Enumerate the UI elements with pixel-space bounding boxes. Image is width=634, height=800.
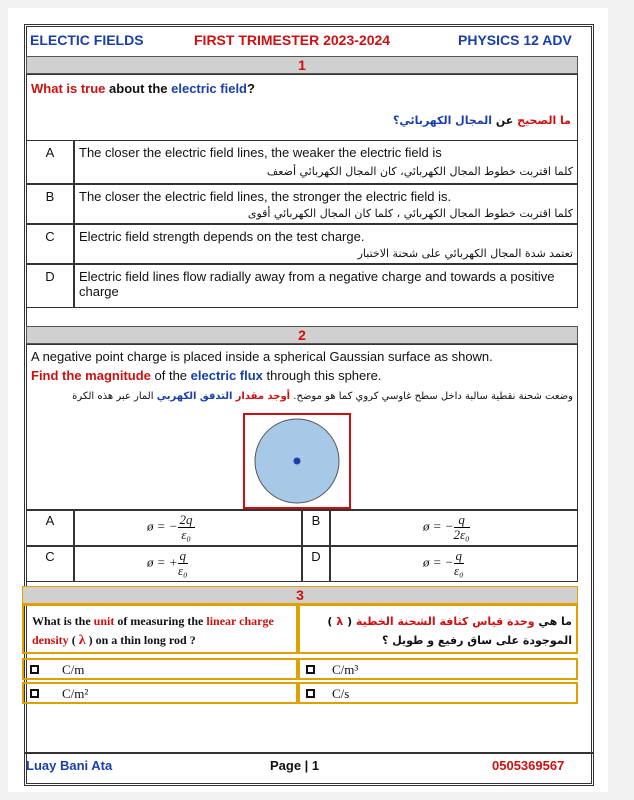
question-2-line2 <box>31 368 381 383</box>
text: ) on a thin long rod ? <box>85 633 196 647</box>
formula-den: ε₀ <box>181 527 191 542</box>
question-2-options <box>26 510 578 582</box>
option-letter: B <box>45 189 55 204</box>
stem-ar-field: المجال الكهربائي؟ <box>393 114 493 127</box>
formula-den: 2ε₀ <box>453 527 470 542</box>
formula-lhs: ø = − <box>147 518 178 534</box>
question-1-options <box>26 140 578 308</box>
option-label-d <box>302 546 330 582</box>
question-3-en-text <box>32 612 294 650</box>
option-text: C/m³ <box>332 662 359 677</box>
option-c[interactable] <box>74 224 578 264</box>
formula-lhs: ø = − <box>423 554 454 570</box>
checkbox-icon[interactable] <box>306 665 315 674</box>
option-label-c <box>26 224 74 264</box>
option-c-per-m3[interactable] <box>298 658 578 680</box>
header-subject: PHYSICS 12 ADV <box>458 32 572 48</box>
formula-num: q <box>179 548 187 563</box>
question-3-ar-text <box>302 612 572 650</box>
stem-text: of the <box>150 368 191 383</box>
page-sheet <box>8 8 608 792</box>
header-topic: ELECTIC FIELDS <box>30 32 144 48</box>
footer-divider <box>24 752 594 754</box>
option-b[interactable] <box>330 510 578 546</box>
text: ( <box>68 633 79 647</box>
option-c-en: Electric field strength depends on the test charge. <box>79 229 365 244</box>
ar-text: المار عبر هذه الكرة <box>72 391 157 402</box>
formula-c <box>147 549 188 578</box>
gaussian-figure <box>243 413 351 509</box>
question-number-1: 1 <box>26 56 578 74</box>
stem-text: through this sphere. <box>262 368 382 383</box>
option-c-ar: تعتمد شدة المجال الكهربائي على شحنة الاختبار <box>357 247 573 260</box>
question-3-stem-en <box>22 604 298 654</box>
checkbox-icon[interactable] <box>306 689 315 698</box>
option-d-en: Electric field lines flow radially away from a negative charge and towards a positive charge <box>79 269 555 299</box>
stem-emph-true: What is true <box>31 81 106 96</box>
formula-a <box>147 513 195 542</box>
formula-lhs: ø = − <box>423 518 454 534</box>
option-a[interactable] <box>74 140 578 184</box>
stem-emph-flux: electric flux <box>190 368 263 383</box>
option-label-a <box>26 140 74 184</box>
checkbox-icon[interactable] <box>30 665 39 674</box>
formula-lhs: ø = + <box>147 554 178 570</box>
emph-density: linear charge density <box>32 614 274 647</box>
gaussian-sphere-icon <box>245 415 349 507</box>
option-b-en: The closer the electric field lines, the stronger the electric field is. <box>79 189 452 204</box>
footer-author: Luay Bani Ata <box>26 758 113 773</box>
option-a[interactable] <box>74 510 302 546</box>
option-label-a <box>26 510 74 546</box>
option-text: C/s <box>332 686 350 701</box>
stem-text: about the <box>105 81 172 96</box>
option-letter: C <box>45 549 55 564</box>
lambda-symbol: λ <box>78 633 86 648</box>
option-a-en: The closer the electric field lines, the weaker the electric field is <box>79 145 442 160</box>
option-c-per-s[interactable] <box>298 682 578 704</box>
question-1-stem-en <box>31 81 255 96</box>
option-letter: D <box>45 269 55 284</box>
question-2-stem <box>26 344 578 510</box>
question-2-line1: A negative point charge is placed inside a spherical Gaussian surface as shown. <box>31 349 493 364</box>
footer-phone: 0505369567 <box>492 758 565 773</box>
formula-den: ε₀ <box>177 563 188 578</box>
question-2-ar <box>72 389 573 405</box>
stem-ar-text: عن <box>492 114 518 127</box>
question-number-3: 3 <box>22 586 578 604</box>
question-number-2: 2 <box>26 326 578 344</box>
footer-page: Page | 1 <box>270 758 320 773</box>
option-text: C/m² <box>62 686 89 701</box>
option-d[interactable] <box>330 546 578 582</box>
header-term: FIRST TRIMESTER 2023-2024 <box>194 32 391 48</box>
stem-qmark: ? <box>247 81 255 96</box>
text: What is the <box>32 614 94 628</box>
option-letter: A <box>45 513 55 528</box>
stem-emph-magnitude: Find the magnitude <box>31 368 151 383</box>
question-3-stem-ar <box>298 604 578 654</box>
formula-num: 2q <box>179 512 193 527</box>
option-letter: C <box>45 229 55 244</box>
checkbox-icon[interactable] <box>30 689 39 698</box>
option-label-d <box>26 264 74 308</box>
option-d[interactable] <box>74 264 578 308</box>
option-label-b <box>302 510 330 546</box>
text: of measuring the <box>114 614 207 628</box>
text: ما هي <box>534 615 572 628</box>
option-letter: A <box>45 145 55 160</box>
option-label-c <box>26 546 74 582</box>
text: ) الموجودة على ساق رفيع و طويل ؟ <box>327 615 572 647</box>
formula-den: ε₀ <box>453 563 464 578</box>
question-1-stem <box>26 74 578 140</box>
option-c[interactable] <box>74 546 302 582</box>
option-letter: B <box>311 513 321 528</box>
option-a-ar: كلما اقتربت خطوط المجال الكهربائي، كان المجال الكهربائي أضعف <box>266 165 573 178</box>
formula-b <box>423 513 470 542</box>
ar-emph-flux: التدفق الكهربي <box>156 391 233 402</box>
option-text: C/m <box>62 662 85 677</box>
formula-num: q <box>455 548 463 563</box>
emph-unit: unit <box>93 614 115 628</box>
stem-emph-field: electric field <box>171 81 247 96</box>
option-label-b <box>26 184 74 224</box>
option-b-ar: كلما اقتربت خطوط المجال الكهربائي ، كلما كان المجال الكهربائي أقوى <box>247 207 573 220</box>
option-b[interactable] <box>74 184 578 224</box>
point-charge <box>294 458 301 465</box>
ar-emph-find: أوجد مقدار <box>235 391 291 402</box>
stem-ar-emph: ما الصحيح <box>517 114 571 127</box>
lambda-symbol: λ <box>336 615 344 628</box>
option-c-per-m[interactable] <box>22 658 298 680</box>
text: ( <box>343 615 356 628</box>
question-1-stem-ar <box>393 113 571 129</box>
option-letter: D <box>311 549 321 564</box>
option-c-per-m2[interactable] <box>22 682 298 704</box>
emph-unit-ar: وحدة قياس كثافة الشحنة الخطية <box>355 615 535 628</box>
formula-num: q <box>454 513 470 528</box>
formula-d <box>423 549 464 578</box>
ar-text: وضعت شحنة نقطية سالبة داخل سطح غاوسي كروي كما هو موضح. <box>290 391 573 402</box>
